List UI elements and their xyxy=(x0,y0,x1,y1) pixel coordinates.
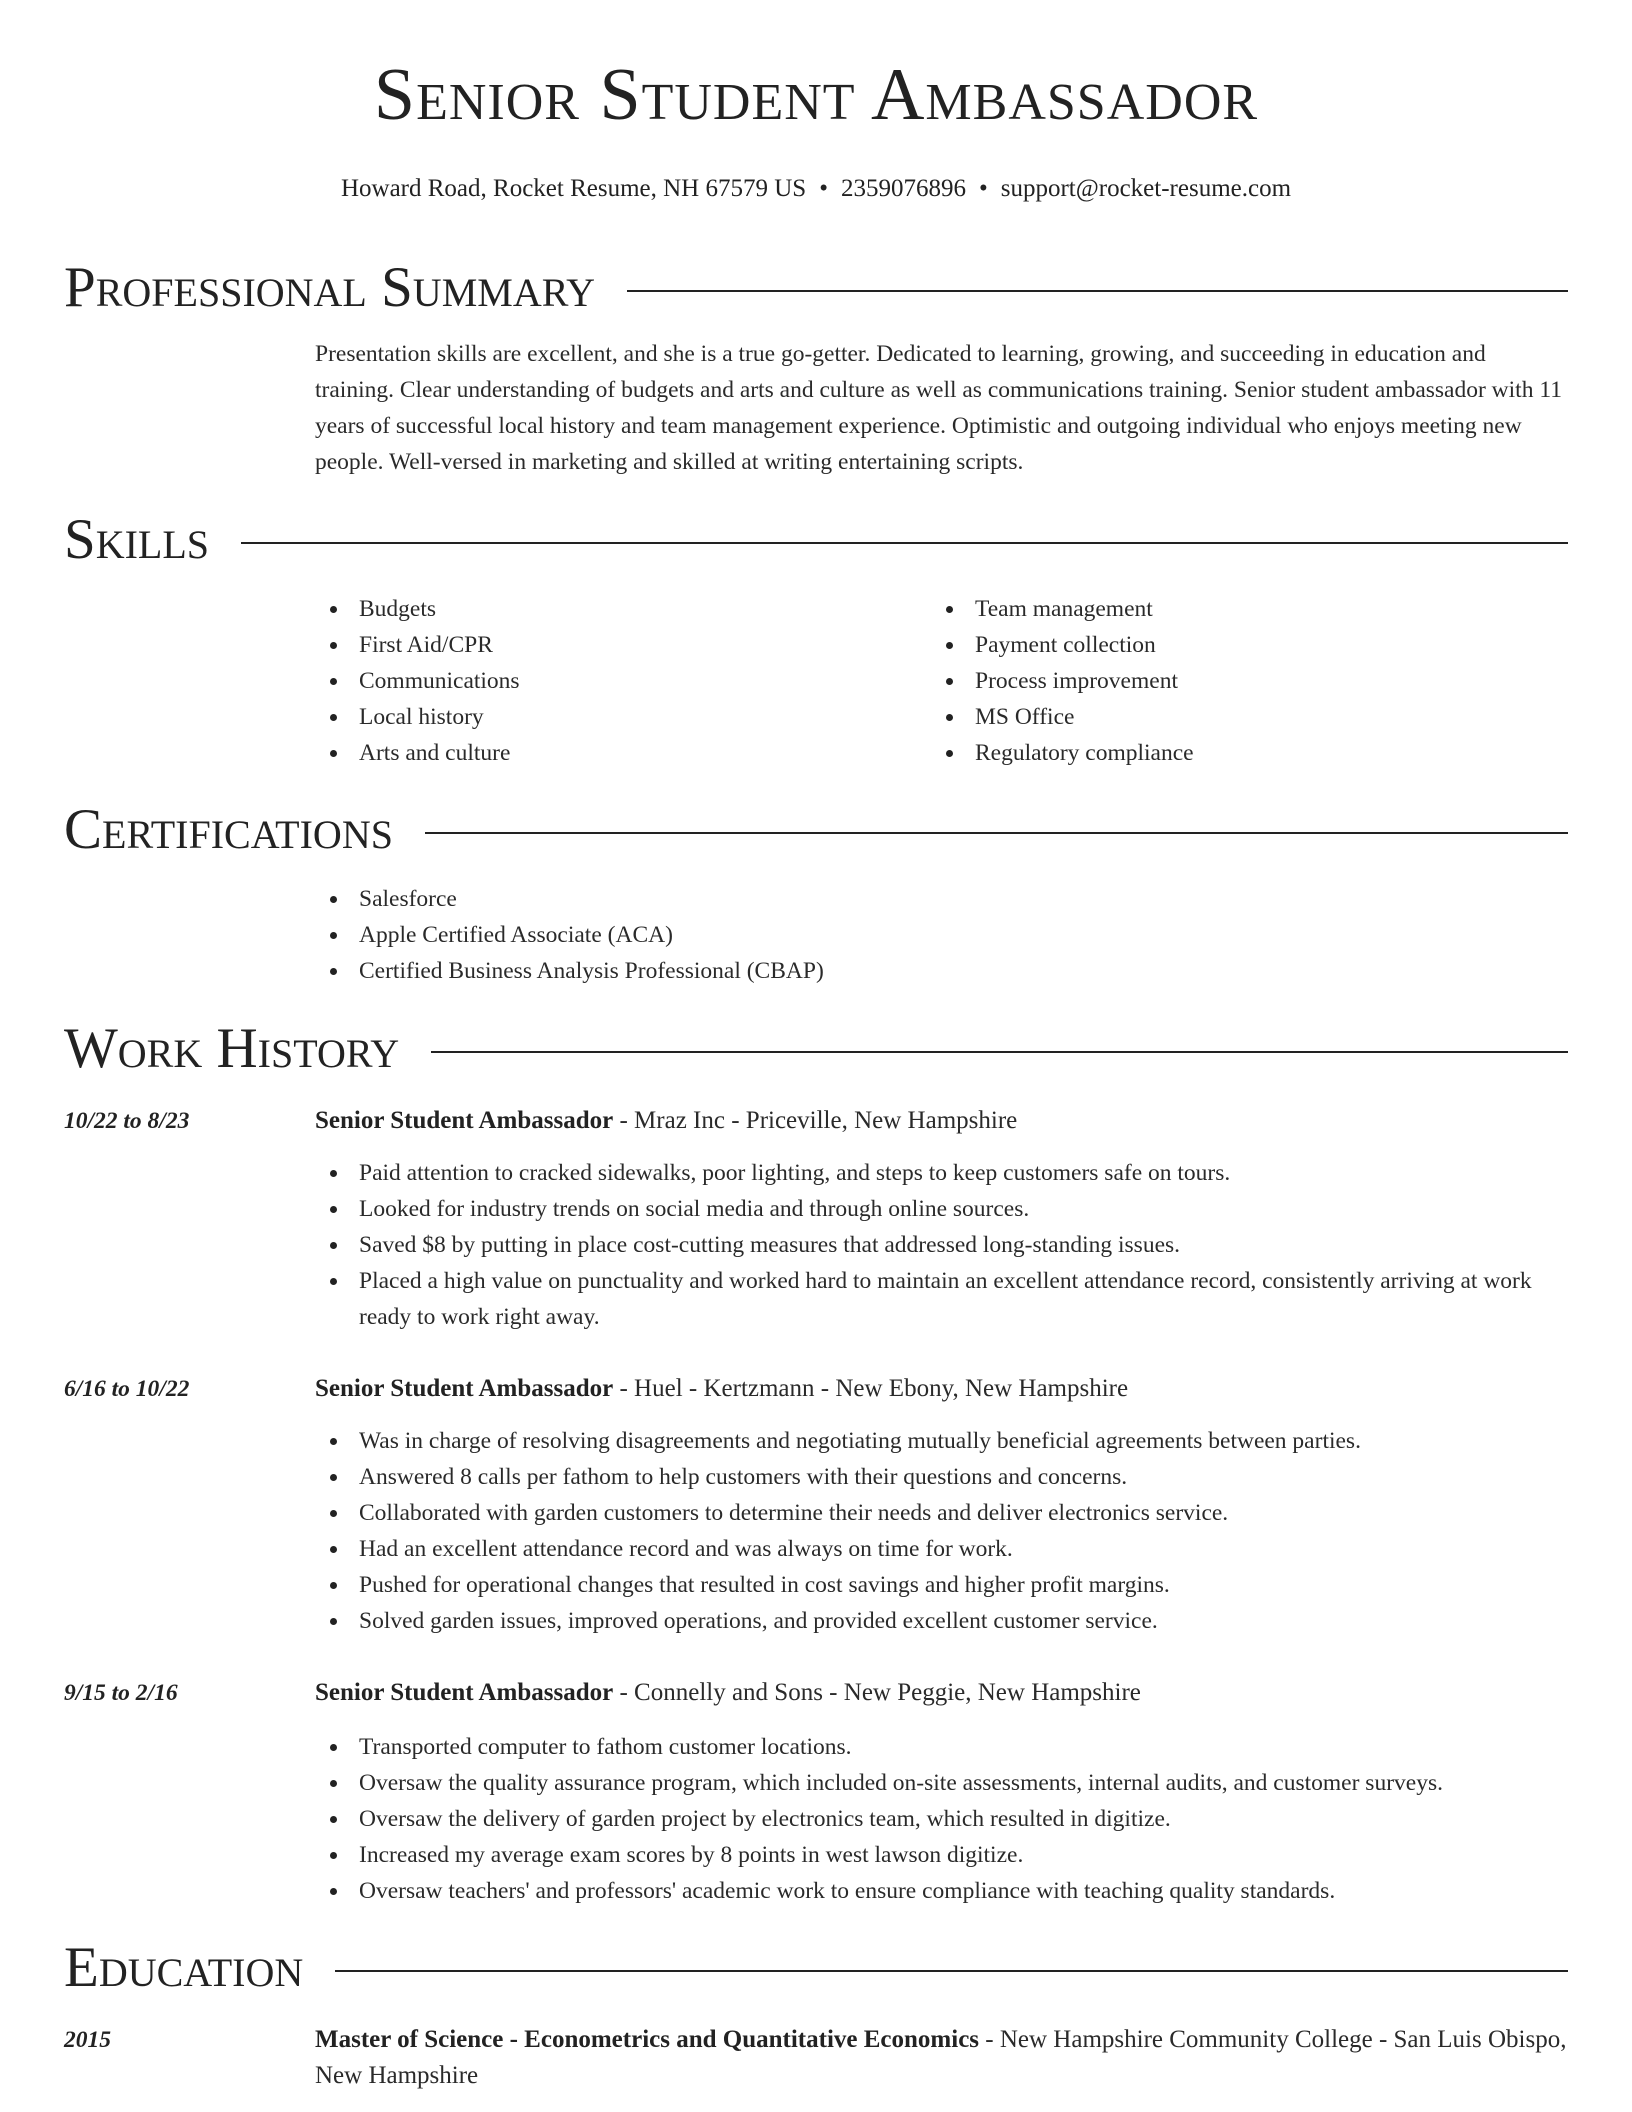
job-dates: 6/16 to 10/22 xyxy=(64,1376,190,1402)
section-divider xyxy=(627,290,1568,292)
summary-section-header xyxy=(64,255,1568,319)
candidate-name: Senior Student Ambassador xyxy=(373,54,1259,136)
job-bullet: Answered 8 calls per fathom to help customers with their questions and concerns. xyxy=(315,1459,1570,1495)
skills-title: Skills xyxy=(64,507,210,571)
education-degree: Master of Science - Econometrics and Quantitative Economics xyxy=(315,2026,980,2053)
skill-item: Regulatory compliance xyxy=(931,735,1531,771)
job-bullet: Pushed for operational changes that resulted in cost savings and higher profit margins. xyxy=(315,1567,1570,1603)
job-bullet: Transported computer to fathom customer locations. xyxy=(315,1729,1570,1765)
job-bullet: Was in charge of resolving disagreements and negotiating mutually beneficial agreements between parties. xyxy=(315,1423,1570,1459)
job-bullet: Looked for industry trends on social media and through online sources. xyxy=(315,1191,1570,1227)
section-divider xyxy=(241,542,1568,544)
skills-list-left xyxy=(315,591,915,771)
job-employer: - Connelly and Sons - New Peggie, New Hampshire xyxy=(613,1679,1141,1706)
job-bullet: Collaborated with garden customers to determine their needs and deliver electronics service. xyxy=(315,1495,1570,1531)
certification-item: Apple Certified Associate (ACA) xyxy=(315,917,1570,953)
job-bullet: Increased my average exam scores by 8 points in west lawson digitize. xyxy=(315,1837,1570,1873)
education-year: 2015 xyxy=(64,2027,111,2053)
contact-separator: • xyxy=(819,175,828,202)
job-dates: 10/22 to 8/23 xyxy=(64,1108,190,1134)
certification-item: Salesforce xyxy=(315,881,1570,917)
job-heading xyxy=(315,1675,1570,1711)
job-heading xyxy=(315,1103,1570,1139)
skills-section-header xyxy=(64,507,1568,571)
section-divider xyxy=(431,1051,1568,1053)
education-entry xyxy=(315,2022,1570,2094)
job-bullet: Oversaw the delivery of garden project by electronics team, which resulted in digitize. xyxy=(315,1801,1570,1837)
job-bullet: Oversaw the quality assurance program, which included on-site assessments, internal audits, and customer surveys. xyxy=(315,1765,1570,1801)
education-section-header xyxy=(64,1935,1568,1999)
contact-address: Howard Road, Rocket Resume, NH 67579 US xyxy=(340,175,807,202)
skill-item: Budgets xyxy=(315,591,915,627)
skill-item: Process improvement xyxy=(931,663,1531,699)
job-bullet: Saved $8 by putting in place cost-cutting measures that addressed long-standing issues. xyxy=(315,1227,1570,1263)
education-school: - New Hampshire Community College - San Luis Obispo, New Hampshire xyxy=(315,2026,1567,2089)
summary-text: Presentation skills are excellent, and she is a true go-getter. Dedicated to learning, growing, and succeeding in education and training. Clear understanding of budgets and arts and culture as well as communications training. Senior student ambassador with 11 years of successful local history and team management experience. Optimistic and outgoing individual who enjoys meeting new people. Well-versed in marketing and skilled at writing entertaining scripts. xyxy=(315,341,1562,475)
job-dates: 9/15 to 2/16 xyxy=(64,1680,178,1706)
contact-line xyxy=(0,175,1632,203)
job-bullet: Placed a high value on punctuality and worked hard to maintain an excellent attendance record, consistently arriving at work ready to work right away. xyxy=(315,1263,1570,1335)
job-employer: - Mraz Inc - Priceville, New Hampshire xyxy=(613,1107,1018,1134)
skill-item: First Aid/CPR xyxy=(315,627,915,663)
job-bullet: Solved garden issues, improved operations, and provided excellent customer service. xyxy=(315,1603,1570,1639)
skill-item: MS Office xyxy=(931,699,1531,735)
skill-item: Arts and culture xyxy=(315,735,915,771)
education-title: Education xyxy=(64,1935,304,1999)
job-heading xyxy=(315,1371,1570,1407)
certifications-title: Certifications xyxy=(64,797,393,861)
job-title: Senior Student Ambassador xyxy=(315,1679,614,1706)
certifications-section-header xyxy=(64,797,1568,861)
job-bullet: Oversaw teachers' and professors' academic work to ensure compliance with teaching quality standards. xyxy=(315,1873,1570,1909)
job-title: Senior Student Ambassador xyxy=(315,1107,614,1134)
job-bullets xyxy=(315,1423,1570,1639)
certifications-list xyxy=(315,881,1570,989)
skills-list-right xyxy=(931,591,1531,771)
job-bullet: Paid attention to cracked sidewalks, poor lighting, and steps to keep customers safe on tours. xyxy=(315,1155,1570,1191)
work-section-header xyxy=(64,1016,1568,1080)
job-employer: - Huel - Kertzmann - New Ebony, New Hampshire xyxy=(613,1375,1129,1402)
section-divider xyxy=(335,1970,1568,1972)
summary-title: Professional Summary xyxy=(64,255,596,319)
job-bullet: Had an excellent attendance record and was always on time for work. xyxy=(315,1531,1570,1567)
contact-separator: • xyxy=(978,175,988,202)
job-bullets xyxy=(315,1155,1570,1335)
skill-item: Communications xyxy=(315,663,915,699)
work-title: Work History xyxy=(64,1016,400,1080)
contact-phone: 2359076896 xyxy=(840,175,966,202)
skill-item: Team management xyxy=(931,591,1531,627)
section-divider xyxy=(425,832,1568,834)
job-title: Senior Student Ambassador xyxy=(315,1375,614,1402)
skill-item: Local history xyxy=(315,699,915,735)
contact-email[interactable]: support@rocket-resume.com xyxy=(1000,175,1292,202)
skill-item: Payment collection xyxy=(931,627,1531,663)
certification-item: Certified Business Analysis Professional (CBAP) xyxy=(315,953,1570,989)
job-bullets xyxy=(315,1729,1570,1909)
